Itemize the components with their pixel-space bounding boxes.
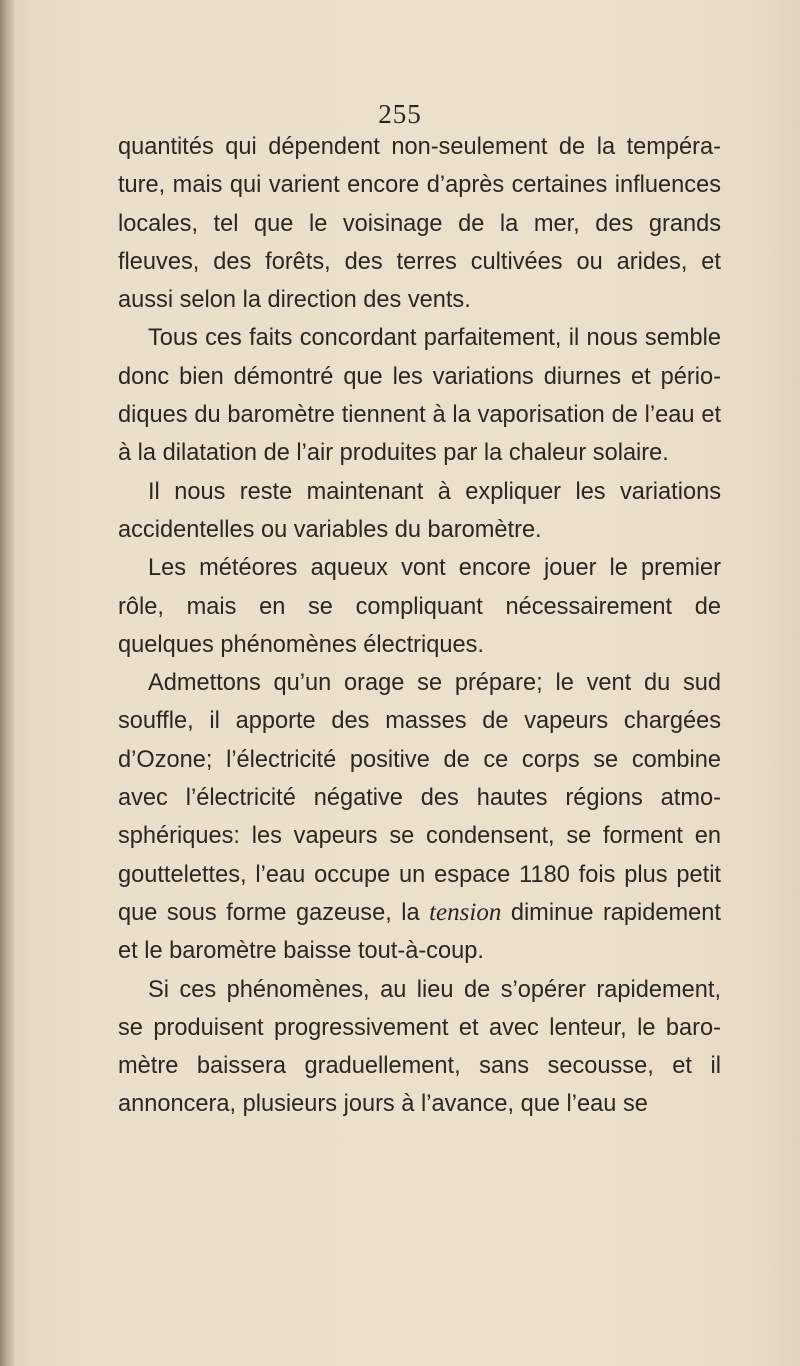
paragraph-admettons-before: Admettons qu’un orage se prépare; le vent du sud souffle, il apporte des masses de vapeurs chargées d’Ozone; l’électricité positive de ce corps se combine avec l’électricité négative des hautes régions atmosphériques: les vapeurs se condensent, se forment en gouttelettes, l’eau occupe un espace 1180 fois plus petit que sous forme gazeuse, la <box>118 670 721 926</box>
paragraph-tous-ces-faits: Tous ces faits concordant parfaitement, il nous semble donc bien démontré que les variations diurnes et périodiques du baromètre tiennent à la vaporisation de l’eau et à la dilatation de l’air produites par la chaleur solaire. <box>118 325 721 467</box>
emphasis-tension: tension <box>429 898 502 926</box>
paragraph-admettons <box>118 664 721 970</box>
paragraph-si-ces-phenomenes: Si ces phénomènes, au lieu de s’opérer rapidement, se produisent progressivement et avec lenteur, le baromètre baissera graduellement, sans secousse, et il annoncera, plusieurs jours à l’avance, que l’eau se <box>118 976 721 1118</box>
page-number: 255 <box>378 99 422 129</box>
paragraph-meteores-aqueux: Les météores aqueux vont encore jouer le premier rôle, mais en se compliquant nécessairement de quelques phénomènes électriques. <box>118 555 721 658</box>
paragraph-il-nous-reste: Il nous reste maintenant à expliquer les variations accidentelles ou variables du baromètre. <box>118 478 721 543</box>
page-binding-edge <box>0 0 14 1366</box>
paragraph-quantites: quantités qui dépendent non-seulement de la température, mais qui varient encore d’après certaines influences locales, tel que le voisinage de la mer, des grands fleuves, des forêts, des terres cultivées ou arides, et aussi selon la direction des vents. <box>118 134 721 314</box>
paragraph-admettons-after: diminue rapidement et le baromètre baisse tout-à-coup. <box>118 899 721 965</box>
body-text <box>118 128 721 1124</box>
